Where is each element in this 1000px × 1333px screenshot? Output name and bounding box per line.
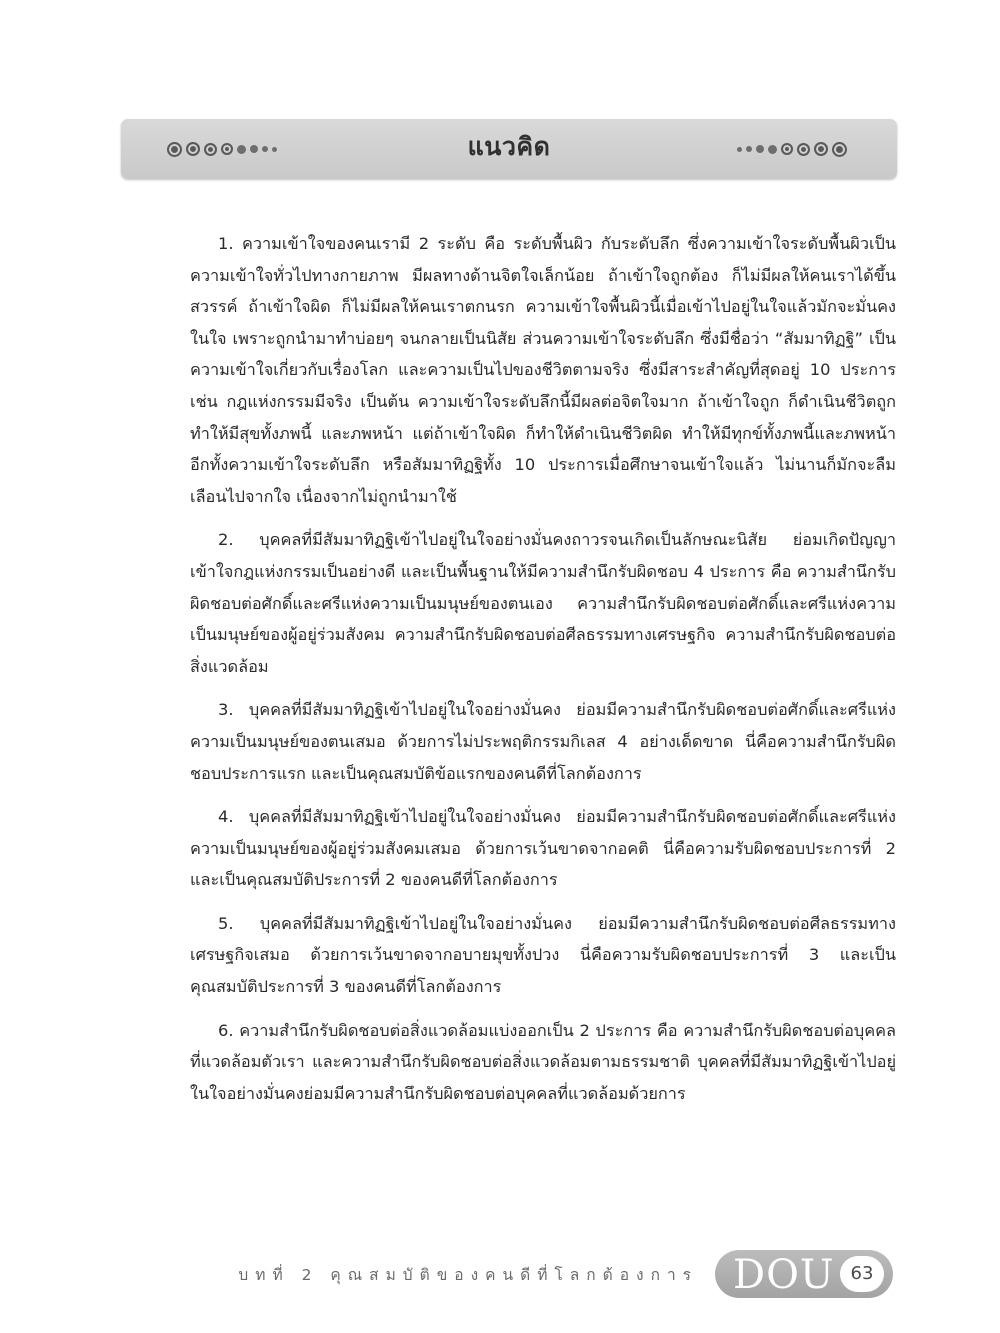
paragraph-5: 5. บุคคลที่มีสัมมาทิฏฐิเข้าไปอยู่ในใจอย่างมั่นคง ย่อมมีความสำนึกรับผิดชอบต่อศีลธรรมทางเศรษฐกิจเสมอ ด้วยการเว้นขาดจากอบายมุขทั้งปวง นี่คือความรับผิดชอบประการที่ 3 และเป็นคุณสมบัติประการที่ 3 ของคนดีที่โลกต้องการ bbox=[190, 913, 896, 997]
section-header bbox=[121, 119, 897, 179]
body-text bbox=[190, 228, 896, 1121]
dou-logo: DOU bbox=[733, 1252, 835, 1298]
page-number: 63 bbox=[840, 1256, 884, 1292]
dou-logo-badge bbox=[715, 1250, 893, 1298]
dot-icon bbox=[737, 147, 742, 152]
dot-icon bbox=[756, 145, 764, 153]
paragraph-3: 3. บุคคลที่มีสัมมาทิฏฐิเข้าไปอยู่ในใจอย่างมั่นคง ย่อมมีความสำนึกรับผิดชอบต่อศักดิ์และศรีแห่งความเป็นมนุษย์ของตนเสมอ ด้วยการไม่ประพฤติกรรมกิเลส 4 อย่างเด็ดขาด นี่คือความสำนึกรับผิดชอบประการแรก และเป็นคุณสมบัติข้อแรกของคนดีที่โลกต้องการ bbox=[190, 700, 896, 783]
dot-icon bbox=[768, 145, 777, 154]
dot-icon bbox=[746, 146, 752, 152]
paragraph-2: 2. บุคคลที่มีสัมมาทิฏฐิเข้าไปอยู่ในใจอย่างมั่นคงถาวรจนเกิดเป็นลักษณะนิสัย ย่อมเกิดปัญญาเข้าใจกฎแห่งกรรมเป็นอย่างดี และเป็นพื้นฐานให้มีความสำนึกรับผิดชอบ 4 ประการ คือ ความสำนึกรับผิดชอบต่อศักดิ์และศรีแห่งความเป็นมนุษย์ของตนเอง ความสำนึกรับผิดชอบต่อศักดิ์และศรีแห่งความเป็นมนุษย์ของผู้อยู่ร่วมสังคม ความสำนึกรับผิดชอบต่อศีลธรรมทางเศรษฐกิจ ความสำนึกรับผิดชอบต่อสิ่งแวดล้อม bbox=[190, 530, 896, 676]
chapter-title: บทที่ 2 คุณสมบัติของคนดีที่โลกต้องการ bbox=[238, 1266, 698, 1284]
paragraph-6: 6. ความสำนึกรับผิดชอบต่อสิ่งแวดล้อมแบ่งออกเป็น 2 ประการ คือ ความสำนึกรับผิดชอบต่อบุคคลที่แวดล้อมตัวเรา และความสำนึกรับผิดชอบต่อสิ่งแวดล้อมตามธรรมชาติ บุคคลที่มีสัมมาทิฏฐิเข้าไปอยู่ในใจอย่างมั่นคงย่อมมีความสำนึกรับผิดชอบต่อบุคคลที่แวดล้อมด้วยการ bbox=[190, 1020, 896, 1103]
dot-icon bbox=[814, 142, 828, 156]
paragraph-1: 1. ความเข้าใจของคนเรามี 2 ระดับ คือ ระดับพื้นผิว กับระดับลึก ซึ่งความเข้าใจระดับพื้นผิวเป็นความเข้าใจทั่วไปทางกายภาพ มีผลทางด้านจิตใจเล็กน้อย ถ้าเข้าใจถูกต้อง ก็ไม่มีผลให้คนเราได้ขึ้นสวรรค์ ถ้าเข้าใจผิด ก็ไม่มีผลให้คนเราตกนรก ความเข้าใจพื้นผิวนี้เมื่อเข้าไปอยู่ในใจแล้วมักจะมั่นคงในใจ เพราะถูกนำมาทำบ่อยๆ จนกลายเป็นนิสัย ส่วนความเข้าใจระดับลึก ซึ่งมีชื่อว่า “สัมมาทิฏฐิ” เป็นความเข้าใจเกี่ยวกับเรื่องโลก และความเป็นไปของชีวิตตามจริง ซึ่งมีสาระสำคัญที่สุดอยู่ 10 ประการ เช่น กฎแห่งกรรมมีจริง เป็นต้น ความเข้าใจระดับลึกนี้มีผลต่อจิตใจมาก ถ้าเข้าใจถูก ก็ดำเนินชีวิตถูก ทำให้มีสุขทั้งภพนี้ และภพหน้า แต่ถ้าเข้าใจผิด ก็ทำให้ดำเนินชีวิตผิด ทำให้มีทุกข์ทั้งภพนี้และภพหน้า อีกทั้งความเข้าใจระดับลึก หรือสัมมาทิฏฐิทั้ง 10 ประการเมื่อศึกษาจนเข้าใจแล้ว ไม่นานก็มักจะลืมเลือนไปจากใจ เนื่องจากไม่ถูกนำมาใช้ bbox=[190, 234, 896, 506]
page-title: แนวคิด bbox=[467, 132, 551, 161]
dot-icon bbox=[781, 143, 793, 155]
dot-icon bbox=[797, 143, 810, 156]
header-dots-right bbox=[735, 119, 849, 179]
paragraph-4: 4. บุคคลที่มีสัมมาทิฏฐิเข้าไปอยู่ในใจอย่างมั่นคง ย่อมมีความสำนึกรับผิดชอบต่อศักดิ์และศรีแห่งความเป็นมนุษย์ของผู้อยู่ร่วมสังคมเสมอ ด้วยการเว้นขาดจากอคติ นี่คือความรับผิดชอบประการที่ 2 และเป็นคุณสมบัติประการที่ 2 ของคนดีที่โลกต้องการ bbox=[190, 807, 896, 890]
dot-icon bbox=[832, 142, 847, 157]
page-footer bbox=[0, 1250, 1000, 1300]
